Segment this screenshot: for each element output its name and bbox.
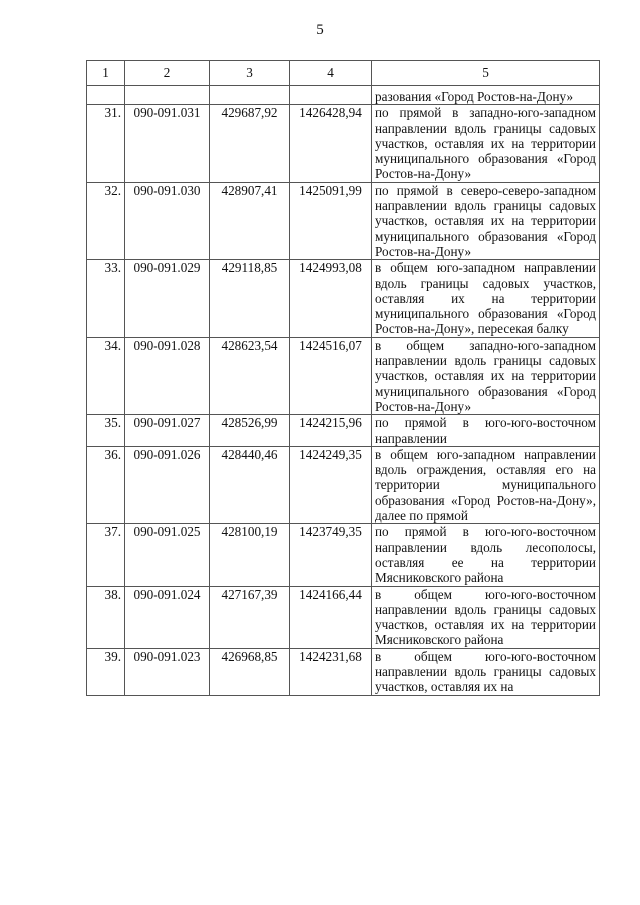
table-row <box>87 586 600 648</box>
cell-y: 1424249,35 <box>290 446 372 523</box>
cell-description: по прямой в юго-юго-восточном направлении вдоль лесополосы, оставляя ее на территории Мясниковского района <box>372 524 600 586</box>
cell-number: 36. <box>87 446 125 523</box>
cell-number: 34. <box>87 337 125 414</box>
cell-empty <box>210 86 290 105</box>
cell-y: 1424215,96 <box>290 415 372 447</box>
table-row <box>87 337 600 414</box>
cell-description: по прямой в северо-северо-западном направлении вдоль границы садовых участков, оставляя их на территории муниципального образования «Город Ростов-на-Дону» <box>372 182 600 259</box>
cell-x: 428623,54 <box>210 337 290 414</box>
boundary-points-table <box>86 60 600 696</box>
cell-description: в общем юго-юго-восточном направлении вдоль границы садовых участков, оставляя их на <box>372 648 600 695</box>
column-header-x: 3 <box>210 61 290 86</box>
cell-point-id: 090-091.031 <box>125 105 210 182</box>
table-row <box>87 524 600 586</box>
cell-point-id: 090-091.027 <box>125 415 210 447</box>
cell-number: 39. <box>87 648 125 695</box>
cell-x: 427167,39 <box>210 586 290 648</box>
cell-number: 38. <box>87 586 125 648</box>
cell-number: 35. <box>87 415 125 447</box>
cell-x: 428100,19 <box>210 524 290 586</box>
cell-point-id: 090-091.024 <box>125 586 210 648</box>
cell-empty <box>290 86 372 105</box>
cell-point-id: 090-091.030 <box>125 182 210 259</box>
table-row-continuation <box>87 86 600 105</box>
cell-description: по прямой в юго-юго-восточном направлении <box>372 415 600 447</box>
cell-x: 429687,92 <box>210 105 290 182</box>
cell-y: 1423749,35 <box>290 524 372 586</box>
cell-point-id: 090-091.026 <box>125 446 210 523</box>
cell-empty <box>125 86 210 105</box>
cell-description: в общем юго-западном направлении вдоль границы садовых участков, оставляя их на территории муниципального образования «Город Ростов-на-Дону», пересекая балку <box>372 260 600 337</box>
column-header-number: 1 <box>87 61 125 86</box>
cell-description: по прямой в западно-юго-западном направлении вдоль границы садовых участков, оставляя их на территории муниципального образования «Город Ростов-на-Дону» <box>372 105 600 182</box>
cell-x: 426968,85 <box>210 648 290 695</box>
cell-x: 428526,99 <box>210 415 290 447</box>
cell-point-id: 090-091.028 <box>125 337 210 414</box>
cell-number: 33. <box>87 260 125 337</box>
cell-point-id: 090-091.025 <box>125 524 210 586</box>
table-row <box>87 415 600 447</box>
table-row <box>87 648 600 695</box>
table-row <box>87 446 600 523</box>
table-row <box>87 182 600 259</box>
cell-empty <box>87 86 125 105</box>
cell-description: в общем западно-юго-западном направлении вдоль границы садовых участков, оставляя их на территории муниципального образования «Город Ростов-на-Дону» <box>372 337 600 414</box>
table-row <box>87 260 600 337</box>
cell-number: 31. <box>87 105 125 182</box>
cell-y: 1426428,94 <box>290 105 372 182</box>
table-header-row <box>87 61 600 86</box>
table-row <box>87 105 600 182</box>
cell-y: 1425091,99 <box>290 182 372 259</box>
cell-point-id: 090-091.023 <box>125 648 210 695</box>
cell-x: 428440,46 <box>210 446 290 523</box>
cell-x: 429118,85 <box>210 260 290 337</box>
cell-number: 32. <box>87 182 125 259</box>
page-number: 5 <box>316 22 324 38</box>
cell-description-continuation: разования «Город Ростов-на-Дону» <box>372 86 600 105</box>
column-header-y: 4 <box>290 61 372 86</box>
cell-point-id: 090-091.029 <box>125 260 210 337</box>
cell-description: в общем юго-юго-восточном направлении вдоль границы садовых участков, оставляя их на территории Мясниковского района <box>372 586 600 648</box>
cell-y: 1424516,07 <box>290 337 372 414</box>
cell-y: 1424993,08 <box>290 260 372 337</box>
cell-y: 1424231,68 <box>290 648 372 695</box>
cell-x: 428907,41 <box>210 182 290 259</box>
column-header-description: 5 <box>372 61 600 86</box>
cell-description: в общем юго-западном направлении вдоль ограждения, оставляя его на территории муниципального образования «Город Ростов-на-Дону», далее по прямой <box>372 446 600 523</box>
cell-y: 1424166,44 <box>290 586 372 648</box>
column-header-point-id: 2 <box>125 61 210 86</box>
cell-number: 37. <box>87 524 125 586</box>
